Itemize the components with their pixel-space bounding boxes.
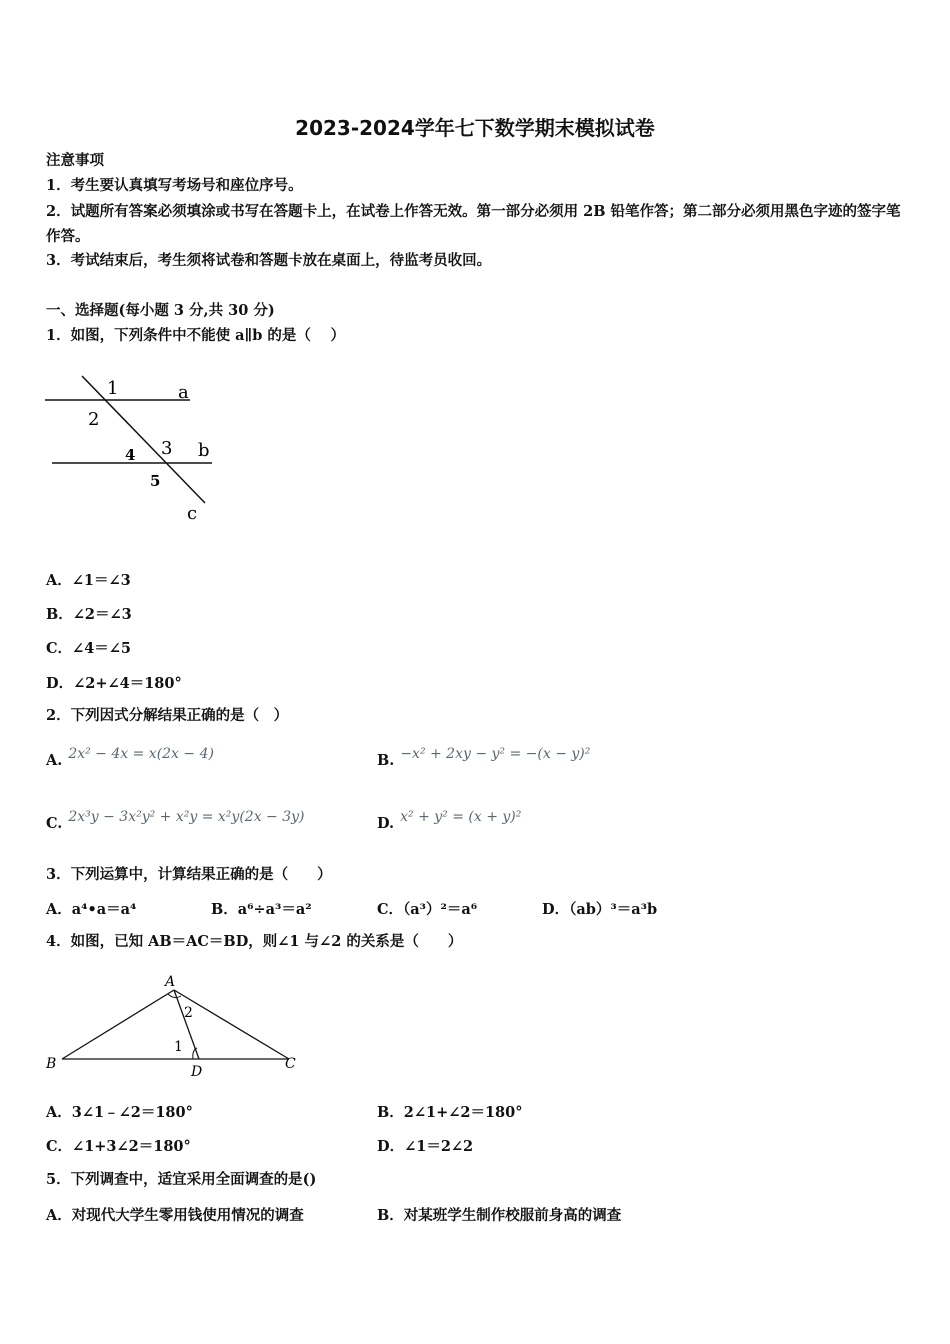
q1-option-a[interactable]: A．∠1＝∠3 xyxy=(46,572,131,589)
q5-option-a[interactable]: A．对现代大学生零用钱使用情况的调查 xyxy=(46,1207,304,1224)
notice-item-3: 3．考试结束后，考生须将试卷和答题卡放在桌面上，待监考员收回。 xyxy=(46,252,492,269)
fig4-label-b: B xyxy=(46,1056,57,1072)
q4-stem: 4．如图，已知 AB＝AC＝BD，则∠1 与∠2 的关系是（ ） xyxy=(46,933,463,950)
segment-ab xyxy=(62,990,174,1059)
q2-option-a[interactable] xyxy=(46,746,214,769)
q4-option-d[interactable]: D．∠1＝2∠2 xyxy=(377,1138,474,1155)
q2-option-c-expr: 2x³y − 3x²y² + x²y = x²y(2x − 3y) xyxy=(68,809,305,825)
q1-stem: 1．如图，下列条件中不能使 a∥b 的是（ ） xyxy=(46,327,345,344)
angle-2-arc xyxy=(168,994,181,998)
q2-option-a-letter: A. xyxy=(46,752,63,769)
q2-option-d[interactable] xyxy=(377,809,522,832)
fig1-label-a: a xyxy=(178,382,189,403)
q3-option-c[interactable]: C．（a³）²＝a⁶ xyxy=(377,901,478,918)
fig1-label-c: c xyxy=(187,503,198,524)
section-heading: 一、选择题(每小题 3 分,共 30 分) xyxy=(46,302,275,319)
fig4-label-d: D xyxy=(191,1064,203,1080)
page-title: 2023-2024学年七下数学期末模拟试卷 xyxy=(295,116,655,140)
fig4-label-a: A xyxy=(165,974,176,990)
notice-item-1: 1．考生要认真填写考场号和座位序号。 xyxy=(46,177,303,194)
q2-option-a-expr: 2x² − 4x = x(2x − 4) xyxy=(68,746,214,762)
q2-option-c[interactable] xyxy=(46,809,305,832)
segment-ac xyxy=(174,990,289,1059)
q2-option-b-letter: B. xyxy=(377,752,395,769)
fig1-label-4: 4 xyxy=(125,446,136,464)
notice-item-2: 2．试题所有答案必须填涂或书写在答题卡上，在试卷上作答无效。第一部分必须用 2B 铅笔作答；第二部分必须用黑色字迹的签字笔作答。 xyxy=(46,203,901,245)
q2-option-b[interactable] xyxy=(377,746,591,769)
q3-option-b[interactable]: B．a⁶÷a³＝a² xyxy=(211,901,312,918)
q3-option-d[interactable]: D．（ab）³＝a³b xyxy=(542,901,658,918)
q5-stem: 5．下列调查中，适宜采用全面调查的是() xyxy=(46,1171,317,1188)
q1-option-b[interactable]: B．∠2＝∠3 xyxy=(46,606,132,623)
q1-figure xyxy=(40,368,230,528)
q1-option-d[interactable]: D．∠2+∠4＝180° xyxy=(46,675,182,692)
q4-option-c[interactable]: C．∠1+3∠2＝180° xyxy=(46,1138,191,1155)
q4-option-a[interactable]: A．3∠1﹣∠2＝180° xyxy=(46,1104,193,1121)
q4-figure xyxy=(42,970,304,1082)
fig1-label-b: b xyxy=(198,440,210,461)
q1-option-c[interactable]: C．∠4＝∠5 xyxy=(46,640,132,657)
q3-stem: 3．下列运算中，计算结果正确的是（ ） xyxy=(46,866,332,883)
fig4-label-c: C xyxy=(285,1056,296,1072)
q2-option-c-letter: C. xyxy=(46,815,63,832)
fig1-label-5: 5 xyxy=(150,472,161,490)
q2-option-d-expr: x² + y² = (x + y)² xyxy=(400,809,522,825)
q2-option-b-expr: −x² + 2xy − y² = −(x − y)² xyxy=(400,746,591,762)
q5-option-b[interactable]: B．对某班学生制作校服前身高的调查 xyxy=(377,1207,622,1224)
q4-option-b[interactable]: B．2∠1+∠2＝180° xyxy=(377,1104,523,1121)
fig1-label-1: 1 xyxy=(107,378,119,399)
q3-option-a[interactable]: A．a⁴•a＝a⁴ xyxy=(46,901,137,918)
fig4-label-1: 1 xyxy=(174,1039,183,1055)
q2-stem: 2．下列因式分解结果正确的是（ ） xyxy=(46,707,289,724)
fig1-label-3: 3 xyxy=(161,438,173,459)
notice-heading: 注意事项 xyxy=(46,152,104,169)
q2-option-d-letter: D. xyxy=(377,815,395,832)
fig1-label-2: 2 xyxy=(88,409,100,430)
fig4-label-2: 2 xyxy=(184,1005,193,1021)
